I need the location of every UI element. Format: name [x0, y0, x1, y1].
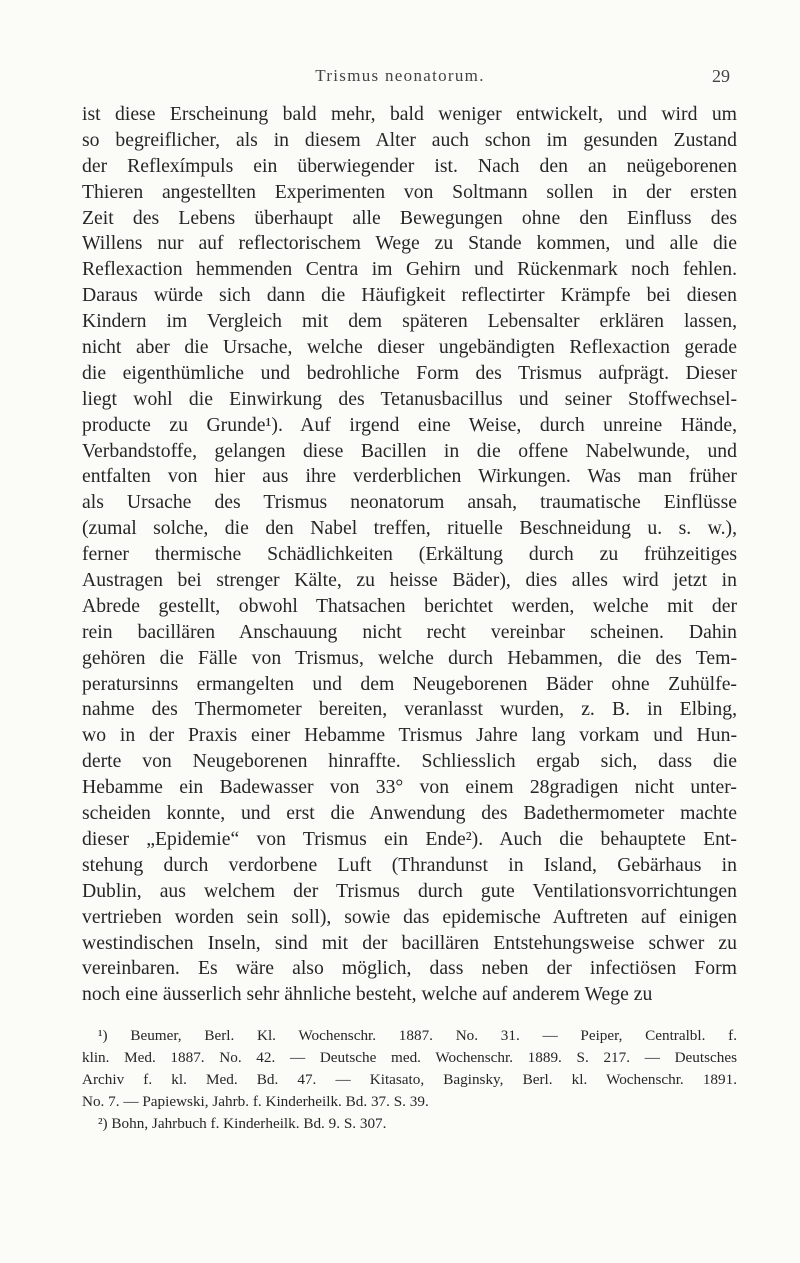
footnote-line: No. 7. — Papiewski, Jahrb. f. Kinderheilk. Bd. 37. S. 39.	[82, 1093, 429, 1110]
text-line: ferner thermische Schädlichkeiten (Erkältung durch zu frühzeitiges	[82, 543, 737, 566]
text-line: Thieren angestellten Experimenten von Soltmann sollen in der ersten	[82, 180, 737, 203]
text-line: stehung durch verdorbene Luft (Thrandunst in Island, Gebärhaus in	[82, 853, 737, 876]
text-line: Zeit des Lebens überhaupt alle Bewegungen ohne den Einfluss des	[82, 206, 737, 229]
text-line: Kindern im Vergleich mit dem späteren Lebensalter erklären lassen,	[82, 310, 737, 333]
text-line: gehören die Fälle von Trismus, welche durch Hebammen, die des Tem-	[82, 646, 737, 669]
text-line: scheiden konnte, und erst die Anwendung des Badethermometer machte	[82, 802, 737, 825]
footnote-line: klin. Med. 1887. No. 42. — Deutsche med. Wochenschr. 1889. S. 217. — Deutsches	[82, 1049, 737, 1066]
text-line: Daraus würde sich dann die Häufigkeit reflectirter Krämpfe bei diesen	[82, 284, 737, 307]
footnote-line: ¹) Beumer, Berl. Kl. Wochenschr. 1887. No. 31. — Peiper, Centralbl. f.	[98, 1027, 737, 1044]
text-line: ist diese Erscheinung bald mehr, bald weniger entwickelt, und wird um	[82, 103, 737, 125]
running-head	[0, 66, 800, 94]
text-line: peratursinns ermangelten und dem Neugeborenen Bäder ohne Zuhülfe-	[82, 672, 737, 695]
text-line: die eigenthümliche und bedrohliche Form des Trismus aufprägt. Dieser	[82, 361, 737, 384]
text-line: als Ursache des Trismus neonatorum ansah, traumatische Einflüsse	[82, 491, 737, 514]
page-number: 29	[712, 66, 730, 86]
text-line: nahme des Thermometer bereiten, veranlasst wurden, z. B. in Elbing,	[82, 698, 737, 721]
footnote-line: Archiv f. kl. Med. Bd. 47. — Kitasato, Baginsky, Berl. kl. Wochenschr. 1891.	[82, 1071, 737, 1088]
text-line: derte von Neugeborenen hinraffte. Schliesslich ergab sich, dass die	[82, 750, 737, 773]
text-line: der Reflexímpuls ein überwiegender ist. Nach den an neügeborenen	[82, 154, 737, 177]
text-line: Austragen bei strenger Kälte, zu heisse Bäder), dies alles wird jetzt in	[82, 569, 737, 592]
text-line: liegt wohl die Einwirkung des Tetanusbacillus und seiner Stoffwechsel-	[82, 387, 737, 410]
text-line: nicht aber die Ursache, welche dieser ungebändigten Reflexaction gerade	[82, 336, 737, 359]
text-line: Dublin, aus welchem der Trismus durch gute Ventilationsvorrichtungen	[82, 879, 737, 902]
body-text	[82, 102, 737, 1008]
text-line: Hebamme ein Badewasser von 33° von einem 28gradigen nicht unter-	[82, 776, 737, 799]
text-line: Abrede gestellt, obwohl Thatsachen berichtet werden, welche mit der	[82, 594, 737, 617]
text-line: vereinbaren. Es wäre also möglich, dass neben der infectiösen Form	[82, 957, 737, 980]
text-line: westindischen Inseln, sind mit der bacillären Entstehungsweise schwer zu	[82, 931, 737, 954]
text-line: wo in der Praxis einer Hebamme Trismus Jahre lang vorkam und Hun-	[82, 724, 737, 747]
text-line: Reflexaction hemmenden Centra im Gehirn und Rückenmark noch fehlen.	[82, 258, 737, 281]
text-line: producte zu Grunde¹). Auf irgend eine Weise, durch unreine Hände,	[82, 413, 737, 436]
text-line: rein bacillären Anschauung nicht recht vereinbar scheinen. Dahin	[82, 620, 737, 643]
text-line: so begreiflicher, als in diesem Alter auch schon im gesunden Zustand	[82, 128, 737, 151]
text-line: Willens nur auf reflectorischem Wege zu Stande kommen, und alle die	[82, 232, 737, 255]
running-title: Trismus neonatorum.	[315, 66, 485, 85]
text-line: Verbandstoffe, gelangen diese Bacillen in die offene Nabelwunde, und	[82, 439, 737, 462]
text-line: (zumal solche, die den Nabel treffen, rituelle Beschneidung u. s. w.),	[82, 517, 737, 540]
text-line: noch eine äusserlich sehr ähnliche besteht, welche auf anderem Wege zu	[82, 983, 653, 1006]
footnotes	[82, 1025, 737, 1135]
footnote-line: ²) Bohn, Jahrbuch f. Kinderheilk. Bd. 9. S. 307.	[98, 1115, 387, 1132]
text-line: entfalten von hier aus ihre verderblichen Wirkungen. Was man früher	[82, 465, 737, 488]
text-line: dieser „Epidemie“ von Trismus ein Ende²). Auch die behauptete Ent-	[82, 827, 737, 850]
text-line: vertrieben worden sein soll), sowie das epidemische Auftreten auf einigen	[82, 905, 737, 928]
